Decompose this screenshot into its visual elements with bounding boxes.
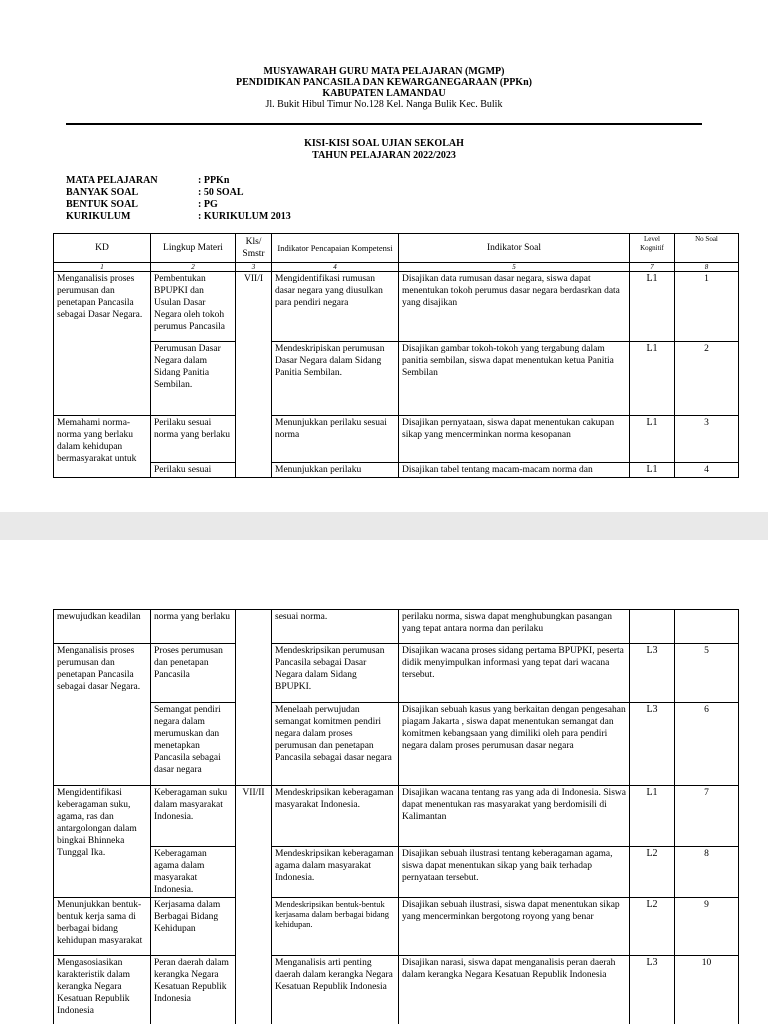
- cell-kd: Menganalisis proses perumusan dan penetapan Pancasila sebagai dasar Negara.: [54, 644, 151, 786]
- header-no: No Soal: [675, 234, 739, 263]
- cell-level: L2: [630, 847, 675, 898]
- cell-kd: Mengidentifikasi keberagaman suku, agama, ras dan antargolongan dalam bingkai Bhinneka Tunggal Ika.: [54, 786, 151, 898]
- cell-lingkup: Kerjasama dalam Berbagai Bidang Kehidupan: [151, 898, 236, 956]
- cell-no: 8: [675, 847, 739, 898]
- cell-indikator: Disajikan pernyataan, siswa dapat menentukan cakupan sikap yang mencerminkan norma kesopanan: [399, 416, 630, 463]
- letterhead-line-3: KABUPATEN LAMANDAU: [322, 88, 446, 99]
- header-lingkup: Lingkup Materi: [151, 234, 236, 263]
- cell-indikator: Disajikan sebuah ilustrasi, siswa dapat menentukan sikap yang mencerminkan bergotong royong yang benar: [399, 898, 630, 956]
- meta-value: : 50 SOAL: [198, 187, 244, 198]
- meta-value: : KURIKULUM 2013: [198, 211, 291, 222]
- cell-no: 4: [675, 463, 739, 478]
- letterhead-line-2: PENDIDIKAN PANCASILA DAN KEWARGANEGARAAN (PPKn): [236, 77, 532, 88]
- cell-no: 1: [675, 272, 739, 342]
- meta-key: MATA PELAJARAN: [66, 175, 158, 186]
- cell-indikator: perilaku norma, siswa dapat menghubungkan pasangan yang tepat antara norma dan perilaku: [399, 610, 630, 644]
- header-indikator: Indikator Soal: [399, 234, 630, 263]
- cell-kls: [236, 342, 272, 416]
- cell-indikator: Disajikan sebuah kasus yang berkaitan dengan pengesahan piagam Jakarta , siswa dapat menentukan semangat dan komitmen kebangsaan yang dimiliki oleh para pendiri negara dalam proses perumusan dasar negara: [399, 703, 630, 786]
- cell-ipk: Menganalisis arti penting daerah dalam kerangka Negara Kesatuan Republik Indonesia: [272, 956, 399, 1024]
- cell-level: L1: [630, 786, 675, 847]
- header-kls: Kls/ Smstr: [236, 234, 272, 263]
- table-row: [54, 644, 739, 703]
- cell-lingkup: Keberagaman suku dalam masyarakat Indonesia.: [151, 786, 236, 847]
- cell-lingkup: Pembentukan BPUPKI dan Usulan Dasar Negara oleh tokoh perumus Pancasila: [151, 272, 236, 342]
- cell-level: L3: [630, 644, 675, 703]
- cell-kls: [236, 956, 272, 1024]
- cell-lingkup: Perumusan Dasar Negara dalam Sidang Panitia Sembilan.: [151, 342, 236, 416]
- cell-indikator: Disajikan tabel tentang macam-macam norma dan: [399, 463, 630, 478]
- cell-indikator: Disajikan gambar tokoh-tokoh yang tergabung dalam panitia sembilan, siswa dapat menentukan ketua Panitia Sembilan: [399, 342, 630, 416]
- document-meta: [66, 175, 291, 223]
- cell-kls: [236, 847, 272, 898]
- table-row: [54, 416, 739, 463]
- cell-no: 7: [675, 786, 739, 847]
- column-number-row: [54, 263, 739, 272]
- cell-kd: Mengasosiasikan karakteristik dalam kerangka Negara Kesatuan Republik Indonesia: [54, 956, 151, 1024]
- column-number: 1: [54, 263, 151, 272]
- cell-level: [630, 610, 675, 644]
- cell-kls: [236, 610, 272, 644]
- cell-ipk: Mendeskripiskan perumusan Dasar Negara dalam Sidang Panitia Sembilan.: [272, 342, 399, 416]
- document-page-2: [0, 540, 768, 1024]
- cell-kd: Memahami norma-norma yang berlaku dalam kehidupan bermasyarakat untuk: [54, 416, 151, 478]
- column-number: 3: [236, 263, 272, 272]
- cell-level: L1: [630, 463, 675, 478]
- cell-lingkup: Perilaku sesuai norma yang berlaku: [151, 416, 236, 463]
- cell-ipk: Mendeskripsikan bentuk-bentuk kerjasama dalam berbagai bidang kehidupan.: [272, 898, 399, 956]
- cell-indikator: Disajikan narasi, siswa dapat menganalisis peran daerah dalam kerangka Negara Kesatuan Republik Indonesia: [399, 956, 630, 1024]
- cell-ipk: Mendeskripsikan keberagaman agama dalam masyarakat Indonesia.: [272, 847, 399, 898]
- cell-ipk: Menelaah perwujudan semangat komitmen pendiri negara dalam proses perumusan dan penetapan Pancasila sebagai dasar negara: [272, 703, 399, 786]
- cell-level: L1: [630, 272, 675, 342]
- cell-lingkup: Peran daerah dalam kerangka Negara Kesatuan Republik Indonesia: [151, 956, 236, 1024]
- cell-ipk: Menunjukkan perilaku sesuai norma: [272, 416, 399, 463]
- cell-ipk: Menunjukkan perilaku: [272, 463, 399, 478]
- cell-no: 2: [675, 342, 739, 416]
- cell-kls: VII/I: [236, 272, 272, 342]
- kisi-kisi-table-page-2: [53, 609, 739, 1024]
- table-row: [54, 786, 739, 847]
- letterhead: [0, 66, 768, 110]
- letterhead-line-1: MUSYAWARAH GURU MATA PELAJARAN (MGMP): [263, 66, 505, 77]
- cell-lingkup: Semangat pendiri negara dalam merumuskan dan menetapkan Pancasila sebagai dasar negara: [151, 703, 236, 786]
- table-row: [54, 342, 739, 416]
- table-row: [54, 703, 739, 786]
- kisi-kisi-table-page-1: [53, 233, 739, 478]
- table-header-row: [54, 234, 739, 263]
- cell-ipk: Mengidentifikasi rumusan dasar negara yang diusulkan para pendiri negara: [272, 272, 399, 342]
- table-row: [54, 898, 739, 956]
- column-number: 5: [399, 263, 630, 272]
- meta-row: [66, 187, 291, 199]
- document-title-line-1: KISI-KISI SOAL UJIAN SEKOLAH: [304, 138, 464, 149]
- meta-row: [66, 211, 291, 223]
- cell-lingkup: Perilaku sesuai: [151, 463, 236, 478]
- cell-kd: Menunjukkan bentuk-bentuk kerja sama di berbagai bidang kehidupan masyarakat: [54, 898, 151, 956]
- cell-kls: [236, 416, 272, 463]
- cell-kls: [236, 644, 272, 703]
- cell-ipk: Mendeskripsikan perumusan Pancasila sebagai Dasar Negara dalam Sidang BPUPKI.: [272, 644, 399, 703]
- column-number: 2: [151, 263, 236, 272]
- cell-no: 10: [675, 956, 739, 1024]
- table-row: [54, 272, 739, 342]
- meta-key: BENTUK SOAL: [66, 199, 138, 210]
- letterhead-rule: [66, 123, 702, 125]
- table-row: [54, 610, 739, 644]
- meta-row: [66, 199, 291, 211]
- cell-ipk: sesuai norma.: [272, 610, 399, 644]
- cell-kls: [236, 703, 272, 786]
- cell-no: [675, 610, 739, 644]
- column-number: 7: [630, 263, 675, 272]
- cell-level: L2: [630, 898, 675, 956]
- cell-ipk: Mendeskripsikan keberagaman masyarakat Indonesia.: [272, 786, 399, 847]
- meta-row: [66, 175, 291, 187]
- table-row: [54, 956, 739, 1024]
- letterhead-address: Jl. Bukit Hibul Timur No.128 Kel. Nanga Bulik Kec. Bulik: [265, 99, 503, 110]
- table-row: [54, 463, 739, 478]
- cell-kd: mewujudkan keadilan: [54, 610, 151, 644]
- cell-level: L3: [630, 703, 675, 786]
- cell-indikator: Disajikan sebuah ilustrasi tentang keberagaman agama, siswa dapat menentukan sikap yang baik terhadap pernyataan tersebut.: [399, 847, 630, 898]
- cell-kls: [236, 898, 272, 956]
- column-number: 4: [272, 263, 399, 272]
- cell-lingkup: norma yang berlaku: [151, 610, 236, 644]
- table-row: [54, 847, 739, 898]
- cell-indikator: Disajikan data rumusan dasar negara, siswa dapat menentukan tokoh perumus dasar negara berdasrkan data yang disajikan: [399, 272, 630, 342]
- cell-indikator: Disajikan wacana proses sidang pertama BPUPKI, peserta didik menyimpulkan informasi yang tepat dari wacana tersebut.: [399, 644, 630, 703]
- meta-value: : PG: [198, 199, 218, 210]
- cell-level: L3: [630, 956, 675, 1024]
- document-title-line-2: TAHUN PELAJARAN 2022/2023: [312, 150, 456, 161]
- meta-key: BANYAK SOAL: [66, 187, 139, 198]
- header-level: Level Kognitif: [630, 234, 675, 263]
- meta-value: : PPKn: [198, 175, 230, 186]
- cell-kls: VII/II: [236, 786, 272, 847]
- cell-no: 6: [675, 703, 739, 786]
- cell-kls: [236, 463, 272, 478]
- cell-indikator: Disajikan wacana tentang ras yang ada di Indonesia. Siswa dapat menentukan ras masyarakat yang berdomisili di Kalimantan: [399, 786, 630, 847]
- document-title: [0, 138, 768, 162]
- header-ipk: Indikator Pencapaian Kompetensi: [272, 234, 399, 263]
- cell-lingkup: Proses perumusan dan penetapan Pancasila: [151, 644, 236, 703]
- cell-lingkup: Keberagaman agama dalam masyarakat Indonesia.: [151, 847, 236, 898]
- cell-level: L1: [630, 342, 675, 416]
- column-number: 8: [675, 263, 739, 272]
- cell-no: 3: [675, 416, 739, 463]
- header-kd: KD: [54, 234, 151, 263]
- cell-kd: Menganalisis proses perumusan dan penetapan Pancasila sebagai Dasar Negara.: [54, 272, 151, 416]
- meta-key: KURIKULUM: [66, 211, 131, 222]
- cell-level: L1: [630, 416, 675, 463]
- cell-no: 9: [675, 898, 739, 956]
- cell-no: 5: [675, 644, 739, 703]
